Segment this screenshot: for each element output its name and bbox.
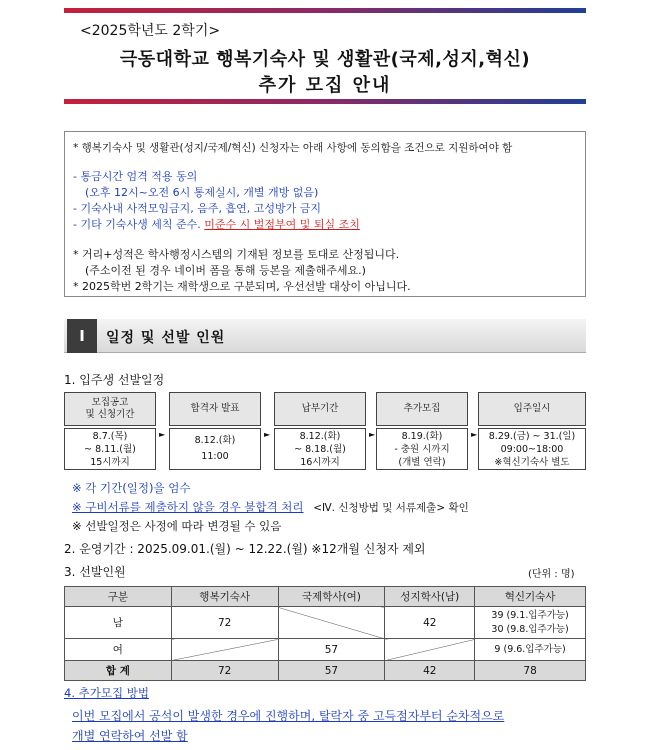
table-row	[65, 607, 586, 639]
selection-unit: (단위 : 명)	[528, 569, 575, 580]
schedule-note-change: ※ 선발일정은 사정에 따라 변경될 수 있음	[72, 519, 282, 533]
selection-table	[64, 586, 586, 681]
table-total-row	[65, 661, 586, 681]
schedule-step-text: 16시까지	[300, 457, 340, 468]
section-number: Ⅰ	[67, 319, 97, 353]
cell-gukje-male-empty	[278, 607, 385, 639]
cell-gukje-female: 57	[278, 639, 385, 661]
schedule-step-text: ~ 8.18.(월)	[294, 444, 346, 455]
notice-distance-detail: (주소이전 된 경우 네이버 폼을 통해 등본을 제출해주세요.)	[85, 264, 366, 277]
method-line2: 개별 연락하여 선발 함	[72, 729, 188, 743]
cell-seongji-male: 42	[385, 607, 475, 639]
schedule-note-deadline: ※ 각 기간(일정)을 엄수	[72, 481, 191, 495]
header-bottom-bar	[64, 99, 586, 104]
notice-freshman: * 2025학번 2학기는 재학생으로 구분되며, 우선선발 대상이 아닙니다.	[73, 280, 411, 293]
schedule-step-text: 15시까지	[90, 457, 130, 468]
column-header: 구분	[65, 587, 172, 607]
total-label: 합 계	[65, 661, 172, 681]
column-header: 성지학사(남)	[385, 587, 475, 607]
cell-happy-male: 72	[171, 607, 278, 639]
page-subtitle: 추가 모집 안내	[258, 75, 392, 96]
schedule-step-head: 모집공고 및 신청기간	[64, 392, 156, 426]
schedule-step-text: 8.29.(금) ~ 31.(일)	[488, 431, 576, 442]
schedule-step-text: (개별 연락)	[398, 457, 446, 468]
schedule-note-documents-text: ※ 구비서류를 제출하지 않을 경우 불합격 처리	[72, 500, 304, 514]
schedule-step-head: 입주일시	[478, 392, 586, 426]
method-heading: 4. 추가모집 방법	[64, 686, 149, 700]
notice-rule-penalty: 미준수 시 벌점부여 및 퇴실 조치	[204, 218, 360, 231]
total-happy: 72	[171, 661, 278, 681]
cell-hyeoksin-male	[475, 607, 586, 639]
column-header: 혁신기숙사	[475, 587, 586, 607]
table-row	[65, 639, 586, 661]
schedule-step-text: 8.7.(목)	[92, 431, 128, 442]
header-top-bar	[64, 8, 586, 13]
cell-hyeoksin-female: 9 (9.6.입주가능)	[475, 639, 586, 661]
schedule-step-head: 추가모집	[376, 392, 468, 426]
schedule-step-text: 8.19.(화)	[401, 431, 443, 442]
notice-intro: * 행복기숙사 및 생활관(성지/국제/혁신) 신청자는 아래 사항에 동의함을 조건으로 지원하여야 함	[73, 142, 513, 154]
total-gukje: 57	[278, 661, 385, 681]
row-label-male: 남	[65, 607, 172, 639]
table-header-row	[65, 587, 586, 607]
cell-hyeoksin-male-line1: 39 (9.1.입주가능)	[491, 609, 569, 621]
schedule-arrow-icon: ►	[264, 430, 271, 439]
notice-rule-regulations-text: - 기타 기숙사생 세칙 준수.	[73, 218, 201, 231]
schedule-arrow-icon: ►	[159, 430, 166, 439]
method-line1: 이번 모집에서 공석이 발생한 경우에 진행하며, 탈락자 중 고득점자부터 순차적으로	[72, 709, 505, 723]
page-title: 극동대학교 행복기숙사 및 생활관(국제,성지,혁신)	[119, 49, 531, 70]
notice-box	[64, 131, 586, 297]
schedule-arrow-icon: ►	[369, 430, 376, 439]
cell-hyeoksin-male-line2: 30 (9.8.입주가능)	[491, 623, 569, 635]
schedule-step-head: 납부기간	[274, 392, 366, 426]
operation-period: 2. 운영기간 : 2025.09.01.(월) ~ 12.22.(월) ※12개월 신청자 제외	[64, 542, 426, 556]
row-label-female: 여	[65, 639, 172, 661]
schedule-step-text: 8.12.(화)	[299, 431, 341, 442]
schedule-arrow-icon: ►	[471, 430, 478, 439]
notice-distance: * 거리+성적은 학사행정시스템의 기재된 정보를 토대로 산정됩니다.	[73, 248, 400, 261]
schedule-heading: 1. 입주생 선발일정	[64, 373, 165, 387]
section-title: 일정 및 선발 인원	[106, 330, 226, 346]
schedule-step-text: - 충원 시까지	[394, 444, 450, 455]
cell-seongji-female-empty	[385, 639, 475, 661]
column-header: 행복기숙사	[171, 587, 278, 607]
schedule-note-documents-ref: <Ⅳ. 신청방법 및 서류제출> 확인	[313, 502, 469, 514]
notice-rule-curfew-detail: (오후 12시~오전 6시 통제실시, 개별 개방 없음)	[85, 186, 319, 199]
column-header: 국제학사(여)	[278, 587, 385, 607]
schedule-step-text: 09:00~18:00	[500, 444, 564, 455]
notice-rule-regulations	[73, 216, 360, 232]
cell-happy-female-empty	[171, 639, 278, 661]
schedule-step-text: ※혁신기숙사 별도	[494, 457, 570, 468]
selection-heading: 3. 선발인원	[64, 565, 126, 579]
schedule-step-text: ~ 8.11.(월)	[84, 444, 136, 455]
schedule-step-text: 8.12.(화)	[194, 435, 236, 446]
total-seongji: 42	[385, 661, 475, 681]
notice-rule-gathering: - 기숙사내 사적모임금지, 음주, 흡연, 고성방가 금지	[73, 202, 321, 215]
total-hyeoksin: 78	[475, 661, 586, 681]
schedule-note-documents	[72, 499, 469, 515]
semester-label: <2025학년도 2학기>	[80, 23, 221, 39]
schedule-step-head: 합격자 발표	[169, 392, 261, 426]
schedule-step-text: 11:00	[201, 451, 229, 462]
notice-rule-curfew: - 통금시간 엄격 적용 동의	[73, 170, 198, 183]
